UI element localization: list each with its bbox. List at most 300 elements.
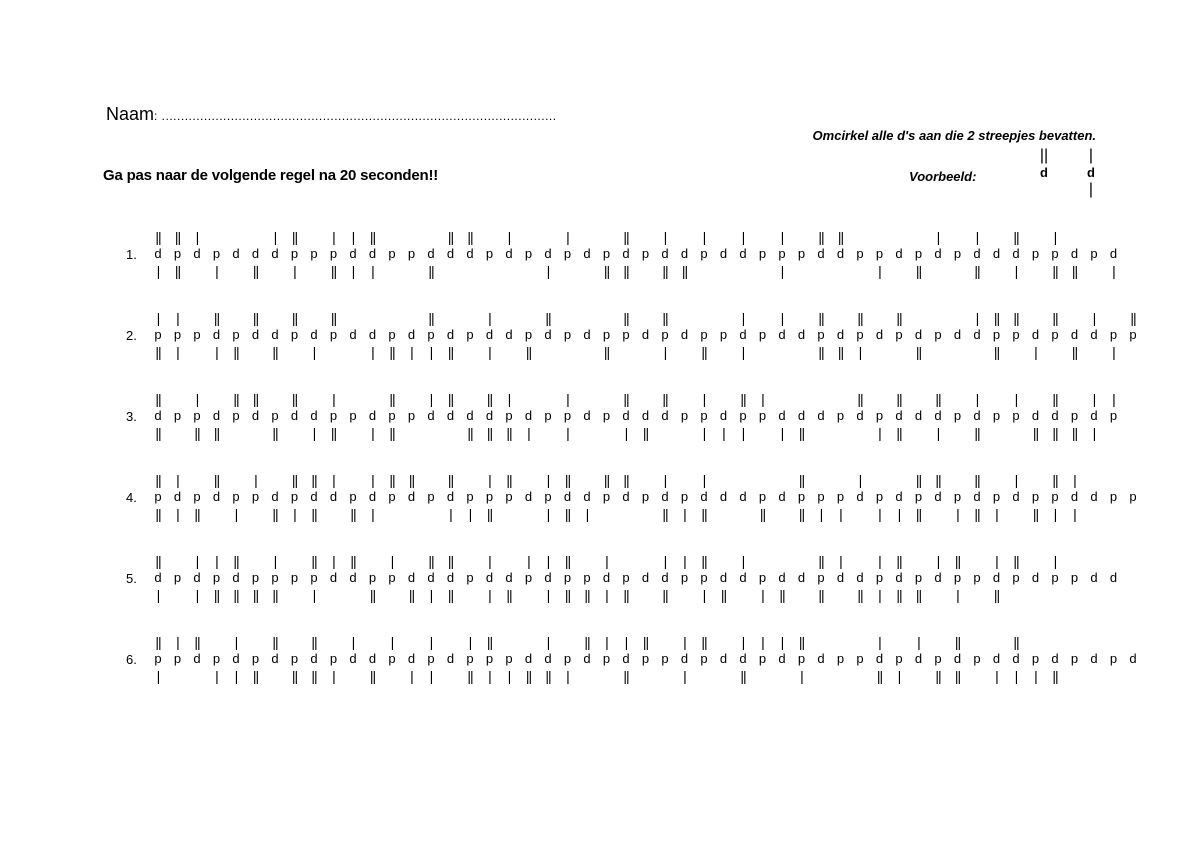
- letter-item[interactable]: [952, 391, 964, 441]
- letter-item[interactable]: [952, 472, 964, 522]
- letter-item[interactable]: [269, 634, 281, 684]
- letter-item[interactable]: [776, 310, 788, 360]
- letter-item[interactable]: [893, 553, 905, 603]
- letter-item[interactable]: [328, 472, 340, 522]
- letter-item[interactable]: [718, 391, 730, 441]
- letter-item[interactable]: [913, 634, 925, 684]
- letter-item[interactable]: [952, 634, 964, 684]
- letter-item[interactable]: [386, 553, 398, 603]
- letter-item[interactable]: [289, 310, 301, 360]
- letter-item[interactable]: [601, 553, 613, 603]
- letter-item[interactable]: [581, 472, 593, 522]
- letter-item[interactable]: [737, 229, 749, 279]
- letter-item[interactable]: [1088, 634, 1100, 684]
- letter-item[interactable]: [581, 391, 593, 441]
- letter-item[interactable]: [503, 310, 515, 360]
- letter-item[interactable]: [328, 391, 340, 441]
- letter-item[interactable]: [562, 634, 574, 684]
- letter-item[interactable]: [484, 634, 496, 684]
- letter-item[interactable]: [854, 310, 866, 360]
- letter-item[interactable]: [562, 553, 574, 603]
- letter-item[interactable]: [737, 310, 749, 360]
- letter-item[interactable]: [1108, 634, 1120, 684]
- letter-item[interactable]: [289, 229, 301, 279]
- letter-item[interactable]: [464, 229, 476, 279]
- letter-item[interactable]: [796, 634, 808, 684]
- letter-item[interactable]: [854, 391, 866, 441]
- letter-item[interactable]: [835, 229, 847, 279]
- letter-item[interactable]: [230, 634, 242, 684]
- letter-item[interactable]: [1069, 310, 1081, 360]
- letter-item[interactable]: [367, 310, 379, 360]
- letter-item[interactable]: [425, 634, 437, 684]
- letter-item[interactable]: [796, 310, 808, 360]
- letter-item[interactable]: [698, 553, 710, 603]
- letter-item[interactable]: [913, 553, 925, 603]
- letter-item[interactable]: [932, 472, 944, 522]
- letter-item[interactable]: [1088, 310, 1100, 360]
- letter-item[interactable]: [152, 229, 164, 279]
- letter-item[interactable]: [659, 310, 671, 360]
- letter-item[interactable]: [562, 391, 574, 441]
- letter-item[interactable]: [308, 634, 320, 684]
- letter-item[interactable]: [737, 634, 749, 684]
- letter-item[interactable]: [854, 229, 866, 279]
- letter-item[interactable]: [191, 553, 203, 603]
- letter-item[interactable]: [874, 553, 886, 603]
- letter-item[interactable]: [269, 472, 281, 522]
- letter-item[interactable]: [757, 310, 769, 360]
- letter-item[interactable]: [815, 229, 827, 279]
- letter-item[interactable]: [367, 553, 379, 603]
- letter-item[interactable]: [1108, 472, 1120, 522]
- letter-item[interactable]: [230, 310, 242, 360]
- letter-item[interactable]: [425, 391, 437, 441]
- letter-item[interactable]: [367, 472, 379, 522]
- letter-item[interactable]: [523, 553, 535, 603]
- letter-item[interactable]: [893, 634, 905, 684]
- letter-item[interactable]: [503, 472, 515, 522]
- letter-item[interactable]: [874, 634, 886, 684]
- letter-item[interactable]: [991, 472, 1003, 522]
- letter-item[interactable]: [913, 391, 925, 441]
- letter-item[interactable]: [1010, 553, 1022, 603]
- letter-item[interactable]: [1010, 310, 1022, 360]
- letter-item[interactable]: [386, 310, 398, 360]
- letter-item[interactable]: [503, 391, 515, 441]
- letter-item[interactable]: [971, 634, 983, 684]
- letter-item[interactable]: [386, 634, 398, 684]
- letter-item[interactable]: [679, 472, 691, 522]
- letter-item[interactable]: [269, 229, 281, 279]
- letter-item[interactable]: [250, 553, 262, 603]
- letter-item[interactable]: [757, 391, 769, 441]
- letter-item[interactable]: [211, 553, 223, 603]
- letter-item[interactable]: [347, 553, 359, 603]
- letter-item[interactable]: [230, 391, 242, 441]
- letter-item[interactable]: [718, 310, 730, 360]
- letter-item[interactable]: [308, 391, 320, 441]
- letter-item[interactable]: [1069, 391, 1081, 441]
- letter-item[interactable]: [581, 553, 593, 603]
- letter-item[interactable]: [932, 553, 944, 603]
- letter-item[interactable]: [581, 310, 593, 360]
- letter-item[interactable]: [1010, 229, 1022, 279]
- letter-item[interactable]: [152, 310, 164, 360]
- letter-item[interactable]: [932, 391, 944, 441]
- letter-item[interactable]: [1108, 229, 1120, 279]
- letter-item[interactable]: [328, 229, 340, 279]
- letter-item[interactable]: [679, 229, 691, 279]
- letter-item[interactable]: [1069, 472, 1081, 522]
- letter-item[interactable]: [893, 391, 905, 441]
- letter-item[interactable]: [464, 553, 476, 603]
- letter-item[interactable]: [542, 634, 554, 684]
- letter-item[interactable]: [601, 634, 613, 684]
- letter-item[interactable]: [991, 310, 1003, 360]
- letter-item[interactable]: [991, 391, 1003, 441]
- letter-item[interactable]: [620, 472, 632, 522]
- letter-item[interactable]: [601, 229, 613, 279]
- letter-item[interactable]: [835, 553, 847, 603]
- letter-item[interactable]: [952, 229, 964, 279]
- letter-item[interactable]: [1010, 472, 1022, 522]
- letter-item[interactable]: [523, 391, 535, 441]
- letter-item[interactable]: [445, 310, 457, 360]
- letter-item[interactable]: [425, 553, 437, 603]
- letter-item[interactable]: [640, 553, 652, 603]
- letter-item[interactable]: [406, 310, 418, 360]
- letter-item[interactable]: [698, 310, 710, 360]
- letter-item[interactable]: [1127, 310, 1139, 360]
- letter-item[interactable]: [503, 634, 515, 684]
- letter-item[interactable]: [289, 472, 301, 522]
- letter-item[interactable]: [854, 553, 866, 603]
- letter-item[interactable]: [347, 634, 359, 684]
- letter-item[interactable]: [250, 472, 262, 522]
- letter-item[interactable]: [328, 553, 340, 603]
- letter-item[interactable]: [464, 310, 476, 360]
- letter-item[interactable]: [640, 391, 652, 441]
- letter-item[interactable]: [191, 472, 203, 522]
- letter-item[interactable]: [932, 229, 944, 279]
- letter-item[interactable]: [289, 391, 301, 441]
- letter-item[interactable]: [1069, 229, 1081, 279]
- letter-item[interactable]: [464, 391, 476, 441]
- letter-item[interactable]: [659, 472, 671, 522]
- letter-item[interactable]: [815, 553, 827, 603]
- letter-item[interactable]: [328, 634, 340, 684]
- letter-item[interactable]: [971, 310, 983, 360]
- letter-item[interactable]: [211, 634, 223, 684]
- letter-item[interactable]: [952, 310, 964, 360]
- letter-item[interactable]: [386, 472, 398, 522]
- letter-item[interactable]: [659, 553, 671, 603]
- letter-item[interactable]: [503, 553, 515, 603]
- letter-item[interactable]: [484, 391, 496, 441]
- letter-item[interactable]: [620, 634, 632, 684]
- letter-item[interactable]: [289, 553, 301, 603]
- letter-item[interactable]: [1030, 391, 1042, 441]
- letter-item[interactable]: [1030, 634, 1042, 684]
- letter-item[interactable]: [874, 391, 886, 441]
- letter-item[interactable]: [172, 553, 184, 603]
- letter-item[interactable]: [1088, 229, 1100, 279]
- letter-item[interactable]: [581, 229, 593, 279]
- letter-item[interactable]: [874, 310, 886, 360]
- letter-item[interactable]: [562, 229, 574, 279]
- letter-item[interactable]: [932, 310, 944, 360]
- letter-item[interactable]: [562, 310, 574, 360]
- letter-item[interactable]: [757, 553, 769, 603]
- letter-item[interactable]: [152, 553, 164, 603]
- letter-item[interactable]: [230, 553, 242, 603]
- letter-item[interactable]: [776, 391, 788, 441]
- letter-item[interactable]: [172, 229, 184, 279]
- letter-item[interactable]: [874, 229, 886, 279]
- letter-item[interactable]: [835, 472, 847, 522]
- letter-item[interactable]: [484, 472, 496, 522]
- letter-item[interactable]: [211, 391, 223, 441]
- letter-item[interactable]: [484, 553, 496, 603]
- letter-item[interactable]: [1049, 634, 1061, 684]
- letter-item[interactable]: [250, 634, 262, 684]
- letter-item[interactable]: [308, 553, 320, 603]
- letter-item[interactable]: [679, 553, 691, 603]
- letter-item[interactable]: [640, 472, 652, 522]
- letter-item[interactable]: [757, 634, 769, 684]
- letter-item[interactable]: [445, 472, 457, 522]
- letter-item[interactable]: [269, 391, 281, 441]
- letter-item[interactable]: [152, 472, 164, 522]
- letter-item[interactable]: [230, 472, 242, 522]
- letter-item[interactable]: [211, 229, 223, 279]
- letter-item[interactable]: [796, 553, 808, 603]
- letter-item[interactable]: [503, 229, 515, 279]
- letter-item[interactable]: [874, 472, 886, 522]
- letter-item[interactable]: [718, 472, 730, 522]
- letter-item[interactable]: [406, 229, 418, 279]
- letter-item[interactable]: [815, 310, 827, 360]
- letter-item[interactable]: [250, 229, 262, 279]
- letter-item[interactable]: [191, 634, 203, 684]
- letter-item[interactable]: [815, 472, 827, 522]
- letter-item[interactable]: [191, 229, 203, 279]
- letter-item[interactable]: [347, 472, 359, 522]
- letter-item[interactable]: [425, 310, 437, 360]
- letter-item[interactable]: [1030, 229, 1042, 279]
- letter-item[interactable]: [308, 229, 320, 279]
- letter-item[interactable]: [640, 310, 652, 360]
- letter-item[interactable]: [620, 310, 632, 360]
- letter-item[interactable]: [542, 229, 554, 279]
- letter-item[interactable]: [406, 472, 418, 522]
- letter-item[interactable]: [250, 391, 262, 441]
- letter-item[interactable]: [698, 391, 710, 441]
- letter-item[interactable]: [445, 229, 457, 279]
- letter-item[interactable]: [991, 553, 1003, 603]
- letter-item[interactable]: [718, 553, 730, 603]
- letter-item[interactable]: [1030, 310, 1042, 360]
- letter-item[interactable]: [971, 229, 983, 279]
- letter-item[interactable]: [406, 634, 418, 684]
- letter-item[interactable]: [581, 634, 593, 684]
- letter-item[interactable]: [679, 391, 691, 441]
- letter-item[interactable]: [1069, 634, 1081, 684]
- letter-item[interactable]: [932, 634, 944, 684]
- letter-item[interactable]: [620, 229, 632, 279]
- letter-item[interactable]: [386, 229, 398, 279]
- letter-item[interactable]: [601, 472, 613, 522]
- letter-item[interactable]: [659, 229, 671, 279]
- letter-item[interactable]: [406, 391, 418, 441]
- letter-item[interactable]: [1010, 391, 1022, 441]
- letter-item[interactable]: [1049, 391, 1061, 441]
- letter-item[interactable]: [854, 634, 866, 684]
- letter-item[interactable]: [1108, 391, 1120, 441]
- letter-item[interactable]: [562, 472, 574, 522]
- letter-item[interactable]: [776, 634, 788, 684]
- letter-item[interactable]: [172, 634, 184, 684]
- letter-item[interactable]: [1049, 472, 1061, 522]
- letter-item[interactable]: [484, 310, 496, 360]
- letter-item[interactable]: [172, 391, 184, 441]
- letter-item[interactable]: [601, 391, 613, 441]
- letter-item[interactable]: [1049, 310, 1061, 360]
- letter-item[interactable]: [971, 391, 983, 441]
- letter-item[interactable]: [913, 310, 925, 360]
- letter-item[interactable]: [425, 472, 437, 522]
- letter-item[interactable]: [542, 391, 554, 441]
- name-field[interactable]: [106, 104, 557, 125]
- letter-item[interactable]: [991, 229, 1003, 279]
- letter-item[interactable]: [971, 553, 983, 603]
- letter-item[interactable]: [893, 229, 905, 279]
- letter-item[interactable]: [854, 472, 866, 522]
- letter-item[interactable]: [835, 634, 847, 684]
- letter-item[interactable]: [523, 472, 535, 522]
- letter-item[interactable]: [796, 229, 808, 279]
- letter-item[interactable]: [172, 472, 184, 522]
- letter-item[interactable]: [542, 310, 554, 360]
- letter-item[interactable]: [191, 310, 203, 360]
- letter-item[interactable]: [308, 472, 320, 522]
- letter-item[interactable]: [1069, 553, 1081, 603]
- letter-item[interactable]: [386, 391, 398, 441]
- letter-item[interactable]: [289, 634, 301, 684]
- letter-item[interactable]: [640, 634, 652, 684]
- letter-item[interactable]: [367, 229, 379, 279]
- letter-item[interactable]: [152, 391, 164, 441]
- letter-item[interactable]: [445, 553, 457, 603]
- letter-item[interactable]: [776, 229, 788, 279]
- letter-item[interactable]: [250, 310, 262, 360]
- letter-item[interactable]: [367, 391, 379, 441]
- letter-item[interactable]: [464, 472, 476, 522]
- letter-item[interactable]: [152, 634, 164, 684]
- letter-item[interactable]: [1108, 310, 1120, 360]
- letter-item[interactable]: [757, 472, 769, 522]
- letter-item[interactable]: [1049, 229, 1061, 279]
- letter-item[interactable]: [1088, 472, 1100, 522]
- letter-item[interactable]: [776, 472, 788, 522]
- letter-item[interactable]: [367, 634, 379, 684]
- letter-item[interactable]: [191, 391, 203, 441]
- letter-item[interactable]: [737, 553, 749, 603]
- letter-item[interactable]: [776, 553, 788, 603]
- letter-item[interactable]: [835, 391, 847, 441]
- letter-item[interactable]: [464, 634, 476, 684]
- letter-item[interactable]: [1127, 634, 1139, 684]
- letter-item[interactable]: [893, 310, 905, 360]
- letter-item[interactable]: [718, 229, 730, 279]
- letter-item[interactable]: [523, 310, 535, 360]
- letter-item[interactable]: [1088, 391, 1100, 441]
- letter-item[interactable]: [835, 310, 847, 360]
- letter-item[interactable]: [601, 310, 613, 360]
- letter-item[interactable]: [1127, 472, 1139, 522]
- letter-item[interactable]: [211, 472, 223, 522]
- letter-item[interactable]: [679, 310, 691, 360]
- letter-item[interactable]: [659, 391, 671, 441]
- letter-item[interactable]: [620, 553, 632, 603]
- letter-item[interactable]: [737, 391, 749, 441]
- letter-item[interactable]: [347, 391, 359, 441]
- letter-item[interactable]: [445, 634, 457, 684]
- letter-item[interactable]: [893, 472, 905, 522]
- letter-item[interactable]: [484, 229, 496, 279]
- letter-item[interactable]: [952, 553, 964, 603]
- letter-item[interactable]: [1010, 634, 1022, 684]
- letter-item[interactable]: [679, 634, 691, 684]
- letter-item[interactable]: [796, 391, 808, 441]
- letter-item[interactable]: [1088, 553, 1100, 603]
- letter-item[interactable]: [406, 553, 418, 603]
- letter-item[interactable]: [698, 472, 710, 522]
- letter-item[interactable]: [269, 553, 281, 603]
- letter-item[interactable]: [308, 310, 320, 360]
- letter-item[interactable]: [1049, 553, 1061, 603]
- letter-item[interactable]: [523, 634, 535, 684]
- letter-item[interactable]: [1030, 553, 1042, 603]
- letter-item[interactable]: [523, 229, 535, 279]
- letter-item[interactable]: [796, 472, 808, 522]
- letter-item[interactable]: [640, 229, 652, 279]
- letter-item[interactable]: [659, 634, 671, 684]
- letter-item[interactable]: [737, 472, 749, 522]
- letter-item[interactable]: [718, 634, 730, 684]
- letter-item[interactable]: [815, 634, 827, 684]
- letter-item[interactable]: [1030, 472, 1042, 522]
- letter-item[interactable]: [913, 472, 925, 522]
- letter-item[interactable]: [269, 310, 281, 360]
- letter-item[interactable]: [971, 472, 983, 522]
- letter-item[interactable]: [347, 310, 359, 360]
- letter-item[interactable]: [542, 553, 554, 603]
- letter-item[interactable]: [445, 391, 457, 441]
- letter-item[interactable]: [211, 310, 223, 360]
- letter-item[interactable]: [172, 310, 184, 360]
- letter-item[interactable]: [913, 229, 925, 279]
- letter-item[interactable]: [328, 310, 340, 360]
- letter-item[interactable]: [991, 634, 1003, 684]
- letter-item[interactable]: [698, 634, 710, 684]
- letter-item[interactable]: [425, 229, 437, 279]
- letter-item[interactable]: [698, 229, 710, 279]
- letter-item[interactable]: [620, 391, 632, 441]
- letter-item[interactable]: [757, 229, 769, 279]
- letter-item[interactable]: [815, 391, 827, 441]
